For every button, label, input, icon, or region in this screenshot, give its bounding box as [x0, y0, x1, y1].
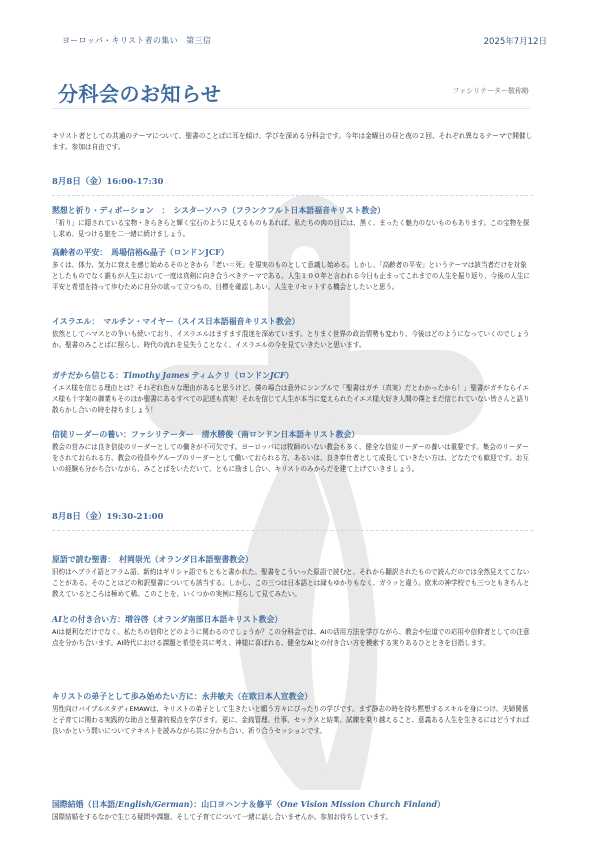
title-part: ） — [437, 800, 445, 809]
session-description: 教会の営みには良き信徒のリーダーとしての働きが不可欠です。ヨーロッパには牧師のいない教会も多く、健全な信徒リーダーの養いは重要です。集会のリーダーをされておられる方、教会の役員やグループのリーダーとして働いておられる方、あるいは、良き奉仕者として成長していきたい方は、どなたでも歓迎です。お互いの経験も分かち合いながら、みことばをいただいて、ともに励まし合い、キリストのみからだを建て上げていきましょう。 — [52, 442, 529, 473]
session-title: 黙想と祈り・ディボーション ： シスターソハラ（フランクフルト日本語福音キリスト教会） — [52, 206, 386, 215]
session-description: 「祈り」に隠されている宝物・きらきらと輝く宝石のように見えるものもあれば、私たちの肉の目には、黒く、まったく魅力のないものもあります。この宝物を探し求め、見つける旅を二一緒に続けましょう。 — [52, 218, 530, 238]
series-title: ヨーロッパ・キリスト者の集い 第三信 — [62, 36, 212, 45]
title-part-en: Timothy James — [123, 371, 189, 380]
session-ai — [52, 615, 533, 649]
session-description: 旧約はヘブライ語とアラム語、新約はギリシャ語でもともと書かれた。聖書をこういった原語で読むと、それから翻訳されたもので読んだのでは全然見えてこないことがある。そのことはどの和訳聖書についても該当する。しかし、この三つは日本語とは縁もゆかりもなく、ガラッと違う。欧米の神学校でも三つともきちんと教えているところは極めて稀。このことを、いくつかの実例に照らして見てみたい。 — [52, 567, 530, 598]
session-description: AIは便利なだけでなく、私たちの信仰とどのように関わるのでしょうか？この分科会では、AIの活用方法を学びながら、教会や伝道での応用や信仰者としての注意点を分かち合います。AI時代における課題と希望を共に考え、神様に喜ばれる、健全なAIとの付き合い方を模索する実りあるひとときを目指します。 — [52, 627, 530, 647]
date-heading-afternoon: 8月8日（金）16:00-17:30 — [52, 177, 164, 187]
title-part-en: AI — [52, 615, 62, 624]
session-description: 依然としてハマスとの争いも続いており、イスラエルはますます混迷を深めています。とりまく世界の政治情勢も変わり、今後はどのようになっていくのでしょうか。聖書のみことばに照らし、時代の流れを見失うことなく、イスラエルの今を見ていきたいと思います。 — [52, 329, 530, 349]
title-part: ガチだから信じる： — [52, 371, 124, 380]
session-description: イエス様を信じる理由とは？それぞれ色々な理由があると思うけど、僕の場合は意外にシンプルで「聖書はガチ（真実）だとわかったから！」聖書がガチならイエス様も十字架の御業もそのほか聖書にあるすべての記述も真実！それを信じて人生が本当に変えられたイエス様大好き人間の僕とまだ信じれていない皆さんと語り散らかし合いの時を持ちましょう！ — [52, 383, 530, 414]
session-title: 信徒リーダーの養い：ファシリテーター 清水勝俊（南ロンドン日本語キリスト教会） — [52, 430, 360, 439]
session-title: イスラエル： マルチン・マイヤー（スイス日本語福音キリスト教会） — [52, 317, 300, 326]
session-discipleship — [52, 692, 533, 736]
facilitator-note: ファシリテーター敬称略 — [452, 87, 529, 95]
date-divider — [52, 195, 533, 196]
session-believe-because-real — [52, 371, 533, 415]
session-original-language-bible — [52, 555, 533, 599]
date-heading-evening: 8月8日（金）19:30-21:00 — [52, 512, 164, 522]
title-part-en: JCF — [269, 371, 286, 380]
session-title — [52, 800, 533, 810]
date-divider — [52, 530, 533, 531]
title-divider — [52, 108, 530, 109]
session-israel — [52, 317, 533, 351]
header-date: 2025年7月12日 — [483, 37, 547, 47]
page-title: 分科会のお知らせ — [58, 82, 222, 106]
session-title: キリストの弟子として歩み始めたい方に：永井敏夫（在欧日本人宣教会） — [52, 692, 313, 701]
session-description: 多くは、体力、気力に衰えを感じ始めるそのときから「老い＝死」を現実のものとして意識し始める。しかし、「高齢者の平安」というテーマは該当者だけを対象としたものでなく誰もが人生において一度は真剣に向き合うべきテーマである。人生１００年と言われる今日も止まってこれまでの人生を振り返り、今後の人生に平安と希望を持って歩むために自分の欲って立つもの、目標を確認しあい、人生をリセットする機会としたいと思う。 — [52, 260, 530, 291]
title-part: との付き合い方：増谷啓（オランダ南部日本語キリスト教会） — [61, 615, 283, 624]
session-international-marriage — [52, 800, 533, 823]
session-title: 高齢者の平安： 馬場信裕&晶子（ロンドンJCF） — [52, 248, 229, 257]
page-header — [52, 35, 547, 49]
title-part: 国際結婚（日本語/ — [52, 800, 119, 809]
title-part: ティムクリ（ロンドン — [188, 371, 270, 380]
session-title — [52, 615, 533, 625]
intro-paragraph: キリスト者としての共通のテーマについて、聖書のことばに耳を傾け、学びを深める分科会です。今年は金曜日の昼と夜の２回、それぞれ異なるテーマで開催します。参加は自由です。 — [52, 132, 533, 151]
title-part-en: One Vision Mission Church Finland — [280, 800, 438, 809]
session-elderly-peace — [52, 248, 533, 292]
session-title: 原語で読む聖書： 村岡崇光（オランダ日本語聖書教会） — [52, 555, 253, 564]
session-description: 国際結婚をするなかで生じる疑問や課題、そして子育てについて一緒に話し合いませんか。参加お待ちしています。 — [52, 812, 392, 821]
title-part-en: English/German — [118, 800, 190, 809]
session-title — [52, 371, 533, 381]
title-part: ）：山口ヨハンナ＆修平（ — [189, 800, 281, 809]
session-lay-leader — [52, 430, 533, 474]
title-part: ） — [285, 371, 294, 380]
session-description: 男性向けバイブルスタディEMAWは、キリストの弟子として生きたいと願う方々にぴったりの学びです。まず静志の時を持ち黙想するスキルを身につけ、夫婦関係と子育てに関わる実践的な助言と聖書的視点を学びます。更に、金銭管理、仕事、セックスと結業、試練を乗り越えること、意義ある人生を生きるにはどうすれば良いかという問いについてテキストを読みながら共に分かち合い、祈り合うセッションです。 — [52, 704, 530, 735]
session-meditation-prayer — [52, 206, 533, 240]
